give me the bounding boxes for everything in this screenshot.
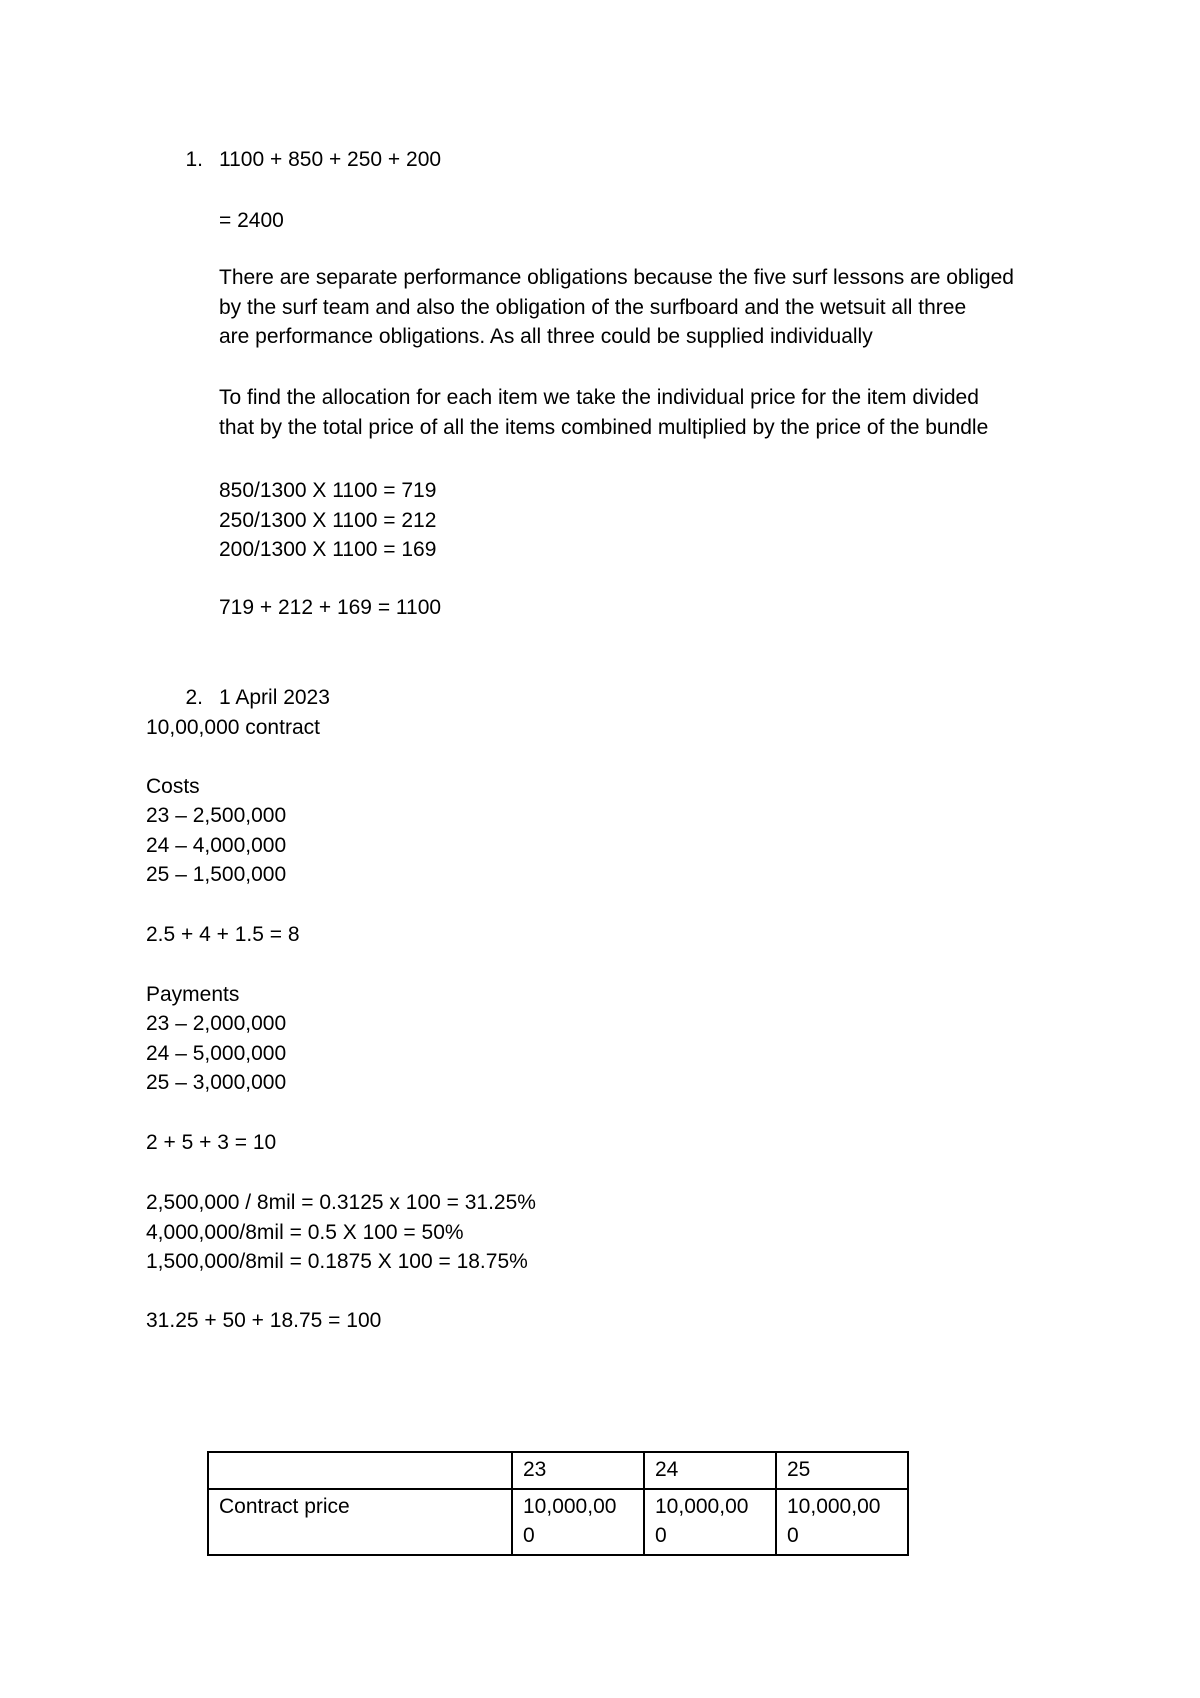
table-cell-text: 10,000,00	[787, 1495, 881, 1518]
table-header-cell: 23	[512, 1452, 644, 1489]
q1-allocation-line: 200/1300 X 1100 = 169	[219, 538, 437, 561]
table-cell	[512, 1489, 644, 1555]
table-row	[208, 1489, 908, 1555]
q2-percentage-line: 1,500,000/8mil = 0.1875 X 100 = 18.75%	[146, 1250, 528, 1273]
q2-percentage-line: 2,500,000 / 8mil = 0.3125 x 100 = 31.25%	[146, 1191, 536, 1214]
table-cell	[644, 1489, 776, 1555]
q2-percent-sum: 31.25 + 50 + 18.75 = 100	[146, 1309, 382, 1332]
q1-explanation-line: There are separate performance obligations because the five surf lessons are obliged	[219, 266, 1014, 289]
table-cell	[776, 1489, 908, 1555]
q2-contract: 10,00,000 contract	[146, 716, 320, 739]
q2-costs	[146, 801, 1006, 890]
q1-number: 1.	[185, 148, 203, 171]
q2-date: 1 April 2023	[219, 686, 330, 709]
q2-percentages	[146, 1188, 1006, 1277]
q1-explanation-line: by the surf team and also the obligation of the surfboard and the wetsuit all three	[219, 295, 967, 319]
q2-costs-sum: 2.5 + 4 + 1.5 = 8	[146, 923, 300, 946]
q2-cost-line: 23 – 2,500,000	[146, 804, 287, 827]
table-header-cell: 25	[776, 1452, 908, 1489]
q1-method	[219, 383, 1079, 442]
q2-percentage-line: 4,000,000/8mil = 0.5 X 100 = 50%	[146, 1220, 464, 1244]
q2-payment-line: 25 – 3,000,000	[146, 1071, 287, 1094]
q2-payments	[146, 1009, 1006, 1098]
q2-payments-heading: Payments	[146, 983, 240, 1006]
q2-cost-line: 24 – 4,000,000	[146, 833, 287, 857]
table-cell-text: 0	[523, 1524, 535, 1547]
contract-price-table	[207, 1451, 909, 1556]
table-header-row	[208, 1452, 908, 1489]
table-header-cell: 24	[644, 1452, 776, 1489]
table-row-label: Contract price	[208, 1489, 512, 1555]
table-cell-text: 0	[787, 1524, 799, 1547]
q1-explanation-line: are performance obligations. As all three could be supplied individually	[219, 325, 873, 348]
q2-number: 2.	[185, 686, 203, 709]
q1-sum: 1100 + 850 + 250 + 200	[219, 148, 442, 171]
q1-allocations	[219, 476, 1079, 565]
q2-payments-sum: 2 + 5 + 3 = 10	[146, 1131, 277, 1154]
q1-allocation-line: 250/1300 X 1100 = 212	[219, 508, 437, 532]
q1-method-line: To find the allocation for each item we take the individual price for the item divided	[219, 386, 979, 409]
table-header-cell	[208, 1452, 512, 1489]
q1-check: 719 + 212 + 169 = 1100	[219, 596, 442, 619]
q2-payment-line: 24 – 5,000,000	[146, 1041, 287, 1065]
table-cell-text: 0	[655, 1524, 667, 1547]
table-cell-text: 10,000,00	[523, 1495, 617, 1518]
q2-costs-heading: Costs	[146, 775, 200, 798]
q1-method-line: that by the total price of all the items combined multiplied by the price of the bundle	[219, 415, 989, 439]
table-cell-text: 10,000,00	[655, 1495, 749, 1518]
q1-allocation-line: 850/1300 X 1100 = 719	[219, 479, 437, 502]
q2-cost-line: 25 – 1,500,000	[146, 863, 287, 886]
q1-total: = 2400	[219, 209, 284, 232]
q1-explanation	[219, 263, 1079, 352]
q2-payment-line: 23 – 2,000,000	[146, 1012, 287, 1035]
